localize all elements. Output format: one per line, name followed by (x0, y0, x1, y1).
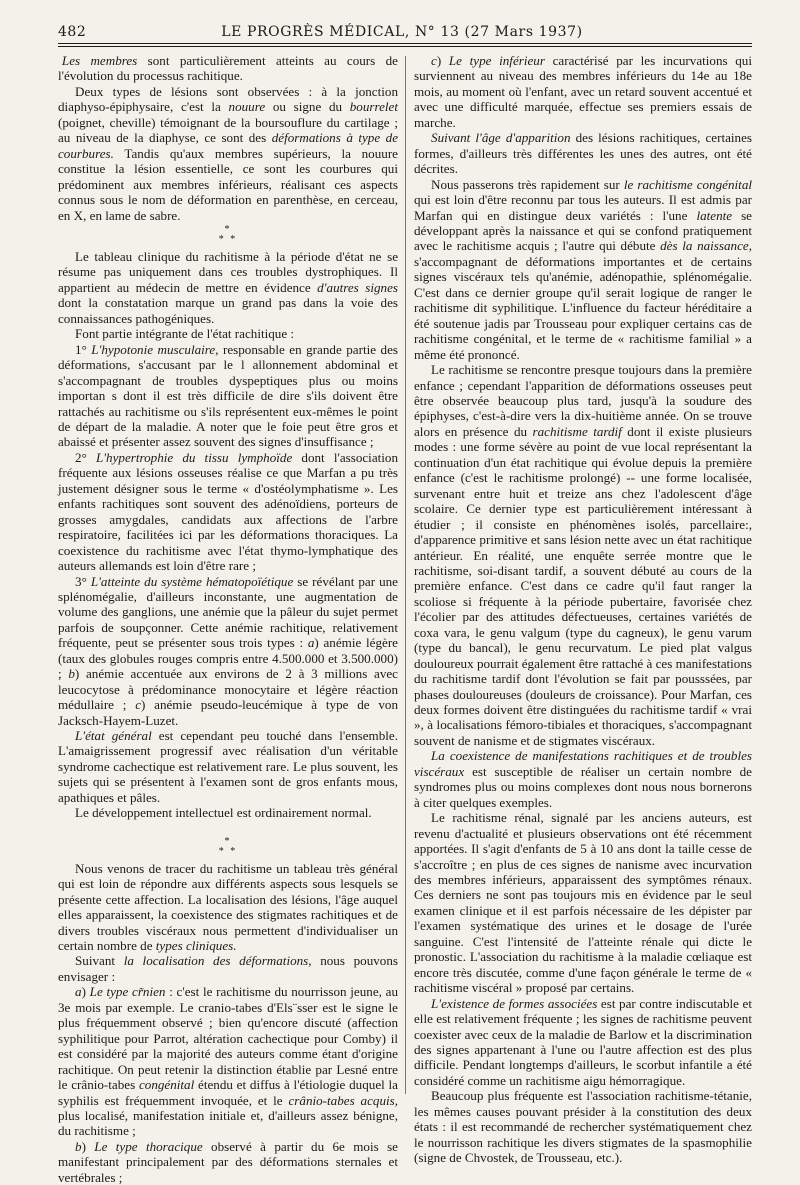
text-run: Le rachitisme se rencontre presque toujours dans la première enfance ; cependant l'apparition de déformations osseuses peut être observée beaucoup plus tard, jusqu'à la soudure des épiphyses, c'est-à-dire vers la dix-huitième année. On se trouve alors en présence du (414, 362, 752, 439)
text-run: ou signe du (265, 99, 350, 115)
text-run: Le développement intellectuel est ordinairement normal. (75, 805, 372, 821)
text-run: (poignet, cheville) témoignant de la boursouflure du cartilage ; au niveau de la diaphyse, ce sont des (58, 114, 398, 146)
italic-phrase: d'autres signes (317, 279, 398, 295)
italic-phrase: c (135, 697, 141, 713)
italic-phrase: nouure (228, 99, 266, 115)
paragraph (58, 53, 398, 84)
paragraph (58, 861, 398, 954)
paragraph (414, 177, 752, 362)
text-run: dont l'association fréquente aux lésions osseuses réalise ce que Marfan a pu très justement désigner sous le terme « d'ostéolymphatisme ». Les enfants rachitiques sont souvent des adénoïdiens, porteurs de grosses amygdales, candidats aux affections de l'arbre respiratoire, facilitées ici par les déformations thoraciques. La coexistence du rachitisme avec l'état thymo-lymphatique des auteurs allemands est loin d'être rare ; (58, 449, 399, 574)
text-run: Font partie intégrante de l'état rachitique : (75, 326, 295, 342)
text-run: ) (81, 1138, 95, 1154)
text-run: ) anémie pseudo-leucémique à type de von Jacksch-Hayem-Luzet. (58, 697, 398, 728)
italic-phrase: Suivant l'âge d'apparition (431, 130, 571, 146)
paragraph (58, 805, 398, 820)
paragraph (58, 84, 398, 223)
text-run: qui est loin d'être reconnu par tous les auteurs. Il est admis par Marfan qui en distingue deux variétés : l'une (414, 192, 752, 223)
paragraph (414, 53, 752, 130)
italic-phrase: a (75, 984, 82, 1000)
italic-phrase: congénital (138, 1077, 195, 1093)
text-run: étendu et diffus à l'étiologie duquel la syphilis est fréquemment invoquée, et le (58, 1077, 398, 1108)
italic-phrase: crânio-tabes acquis, (288, 1092, 398, 1108)
italic-phrase: la localisation des déformations, (123, 953, 312, 969)
text-run: observé à partir du 6e mois se manifestant principalement par des déformations sternales et vertébrales ; (58, 1138, 398, 1185)
header-rule-bottom (58, 46, 752, 47)
italic-phrase: L'atteinte du système hématopoïétique (90, 573, 294, 589)
text-run: Beaucoup plus fréquente est l'association rachitisme-tétanie, les mêmes causes pouvant présider à la constitution des deux états : il est recommandé de rechercher systématiquement chez le nourrisson rachitique les divers stigmates de la spasmophilie (signe de Chvostek, de Trousseau, etc.). (414, 1088, 752, 1166)
paragraph (414, 810, 752, 995)
italic-phrase: a (307, 635, 315, 651)
text-run: plus localisé, manifestation initiale et, d'ailleurs assez bénigne, du rachitisme ; (58, 1108, 398, 1139)
text-run: Deux types de lésions sont observées : à la jonction diaphyso-épiphysaire, c'est la (58, 83, 398, 115)
italic-phrase: b (75, 1138, 82, 1154)
paragraph (414, 1088, 752, 1165)
text-run: Le rachitisme rénal, signalé par les anciens auteurs, est revenu d'actualité et plusieurs observations ont été récemment apportées. Il s'agit d'enfants de 5 à 10 ans dont la taille cesse de s'accroître ; en plus de ces signes de nanisme avec incurvation des membres inférieurs, apparaissent des symptômes rénaux. Ces derniers ne sont pas toujours mis en évidence par le seul examen clinique et il est parfois nécessaire de les dépister par l'examen systématique des urines et le dosage de l'urée sanguine. C'est l'intensité de l'atteinte rénale qui dicte le pronostic. L'association du rachitisme à la maladie cœliaque est encore très discutée, comme d'une façon générale le terme de « rachitisme viscéral » proposé par certains. (414, 810, 752, 996)
paragraph (58, 326, 398, 341)
italic-phrase: rachitisme tardif (532, 423, 622, 439)
text-run: Nous venons de tracer du rachitisme un tableau très général qui est loin de répondre aux différents aspects sous lesquels se présente cette affection. La localisation des lésions, l'âge auquel elles apparaissent, la coexistence des stigmates rachitiques et de divers troubles viscéraux nous permettent d'individualiser un certain nombre de (58, 860, 398, 954)
paragraph (58, 574, 398, 729)
right-column (414, 53, 753, 1166)
text-run: dont la constatation marque un grand pas dans la voie des connaissances pathogéniques. (58, 295, 398, 326)
paragraph (414, 130, 752, 176)
text-run: ) (436, 53, 449, 68)
paragraph (58, 249, 398, 326)
italic-phrase: L'état général (75, 728, 152, 744)
text-run: nous pouvons envisager : (58, 953, 398, 984)
text-run: Le tableau clinique du rachitisme à la période d'état ne se résume pas uniquement dans ces troubles dystrophiques. Il appartient au médecin de mettre en évidence (58, 248, 398, 295)
text-run: sont particulièrement atteints au cours de l'évolution du processus rachitique. (58, 53, 398, 84)
italic-phrase: le rachitisme congénital (623, 176, 753, 192)
italic-phrase: latente (696, 207, 733, 223)
header-rule-top (58, 43, 752, 44)
italic-phrase: L'hypotonie musculaire, (91, 341, 219, 357)
italic-phrase: déformations à type de courbures. (58, 130, 399, 161)
text-run: se révélant par une splénomégalie, d'ailleurs inconstante, une augmentation de volume des ganglions, une anémie que la pâleur du sujet permet parfois de soupçonner. Cette anémie rachitique, relativement fréquente, peut se présenter sous trois types : (58, 573, 398, 651)
paragraph (58, 984, 398, 1139)
page-number: 482 (58, 24, 87, 40)
paragraph (58, 728, 398, 805)
paragraph (414, 362, 752, 748)
italic-phrase: types cliniques. (155, 938, 237, 954)
paragraph (58, 953, 398, 984)
paragraph (58, 1139, 398, 1185)
section-asterism: * * * (218, 835, 238, 857)
italic-phrase: Le type inférieur (448, 53, 545, 68)
paragraph (414, 748, 752, 810)
italic-phrase: L'hypertrophie du tissu lymphoïde (95, 449, 293, 465)
text-run: 1° (75, 341, 92, 357)
italic-phrase: Le type thoracique (94, 1138, 203, 1154)
text-run: ) (81, 984, 90, 1000)
text-run: est susceptible de réaliser un certain nombre de syndromes plus ou moins complexes dont nous nous bornerons à citer quelques exemples. (414, 763, 752, 810)
paragraph (414, 996, 752, 1089)
text-run: ) anémie légère (taux des globules rouges compris entre 4.500.000 et 3.500.000) ; (58, 635, 398, 682)
column-divider (405, 56, 406, 1094)
text-run: 3° (75, 573, 91, 589)
italic-phrase: Le type cr̃nien (89, 984, 166, 1000)
text-run: 2° (75, 449, 96, 465)
left-column (58, 53, 399, 1185)
running-title: LE PROGRÈS MÉDICAL, N° 13 (27 Mars 1937) (221, 24, 583, 40)
section-asterism: * * * (218, 223, 238, 245)
text-run: des lésions rachitiques, certaines formes, d'ailleurs très différentes les unes des autres, ont été décrites. (414, 130, 752, 177)
italic-phrase: b (68, 666, 75, 682)
italic-phrase: bourrelet (349, 99, 398, 115)
text-run: dont il existe plusieurs modes : une forme sévère au point de vue local représentant la continuation d'un état rachitique qui évolue depuis la première enfance (c'est le rachitisme prolongé) -- une forme localisée, survenant entre huit et treize ans chez l'adolescent d'âge scolaire. Ce dernier type est particulièrement intéressant à étudier ; il consiste en phénomènes isolés, parcellaire:, d'apparence primitive et sans lésion nette avec un état rachitique antérieur. En réalité, une enquête serrée montre que le rachitisme, soi-disant tardif, a souvent débuté au cours de la première enfance. C'est dans ce cadre qu'il faut ranger la scoliose si fréquente à la période pubertaire, favorisée chez l'écolier par des attitudes défectueuses, certaines variétés de coxa vara, le genu valgum (type du cagneux), le genu varum (type du bancal), le genu recurvatum. Le pied plat valgus douloureux pourrait également être rattaché à ces manifestations du rachitisme tardif dont l'évolution se fait par pousssées, par phases douloureuses (douleurs de croissance). Pour Marfan, ces deux formes doivent être distinguées du rachitisme tardif « vrai », à localisations fémoro-tibiales et thoraciques, s'accompagnant souvent de nanisme et de stigmates viscéraux. (414, 423, 752, 748)
italic-phrase: c (431, 53, 437, 68)
paragraph (58, 450, 398, 574)
text-run: : c'est le rachitisme du nourrisson jeune, au 3e mois par exemple. Le cranio-tabes d'Els¨sser est le signe le plus fréquemment observé ; bien qu'encore discuté (affection syphilitique pour Parrot, altération cachectique pour Comby) il est considéré par la majorité des auteurs comme étant d'origine rachitique. On peut retenir la distinction établie par Lesné entre le crânio-tabes (58, 984, 398, 1093)
spacer (58, 821, 398, 835)
text-run: Nous passerons très rapidement sur (431, 176, 624, 192)
text-run: se développant après la naissance et qui se confond pratiquement avec le rachitisme acquis ; l'autre qui débute (414, 207, 752, 254)
italic-phrase: L'existence de formes associées (431, 995, 598, 1011)
text-run: ) anémie accentuée aux environs de 2 à 3 millions avec leucocytose à prédominance monocytaire et légère réaction médullaire ; (58, 666, 398, 713)
italic-phrase: La coexistence de manifestations rachitiques et de troubles viscéraux (414, 748, 752, 779)
text-run: Suivant (75, 953, 124, 969)
italic-phrase: dès la naissance, (660, 238, 752, 254)
paragraph (58, 342, 398, 450)
text-run: caractérisé par les incurvations qui surviennent au niveau des membres inférieurs du 14e au 18e mois, au moment où l'enfant, avec un retard souvent accentué et avec une difficulté marquée, effectue ses premiers essais de marche. (414, 53, 752, 130)
italic-phrase: Les membres (61, 53, 138, 68)
text-run: Tandis qu'aux membres supérieurs, la nouure constitue la lésion essentielle, ce sont les courbures qui prédominent aux membres inférieurs, réalisant ces aspects connus sous le nom de déformation en parenthèse, en cerceau, en X, en lame de sabre. (58, 145, 398, 223)
text-run: s'accompagnant de déformations importantes et de certains signes viscéraux tels qu'anémie, adénopathie, splénomégalie. C'est dans ce dernier groupe qu'il serait logique de ranger le rachitisme dit syphilitique. L'influence du facteur héréditaire a été soutenue jadis par Trousseau pour expliquer certains cas de rachitisme congénital, et le terme de « rachitisme familial » a même été prononcé. (414, 253, 752, 362)
text-run: est par contre indiscutable et elle est relativement fréquente ; les signes de rachitisme peuvent coexister avec ceux de la maladie de Barlow et la discrimination des signes appartenant à l'une ou l'autre affection est des plus difficile. Pendant longtemps d'ailleurs, le scorbut infantile a été considéré comme un rachitisme aigu hémorragique. (414, 995, 752, 1088)
text-run: responsable en grande partie des déformations, s'accusant par le l allonnement abdominal et s'accompagnant de troubles dyspeptiques plus ou moins importan s dont il est très difficile de dire s'ils doivent être rattachés au rachitisme ou s'ils représentent eux-mêmes le point de départ de la maladie. A noter que le foie peut être gros et abaissé et présenter assez souvent des signes d'insuffisance ; (58, 341, 398, 450)
text-run: est cependant peu touché dans l'ensemble. L'amaigrissement progressif avec réalisation d'un véritable syndrome cachectique est relativement rare. Le plus souvent, les sujets qui se présentent à l'examen sont de gros enfants mous, apathiques et pâles. (58, 728, 398, 805)
page-header (52, 24, 752, 42)
